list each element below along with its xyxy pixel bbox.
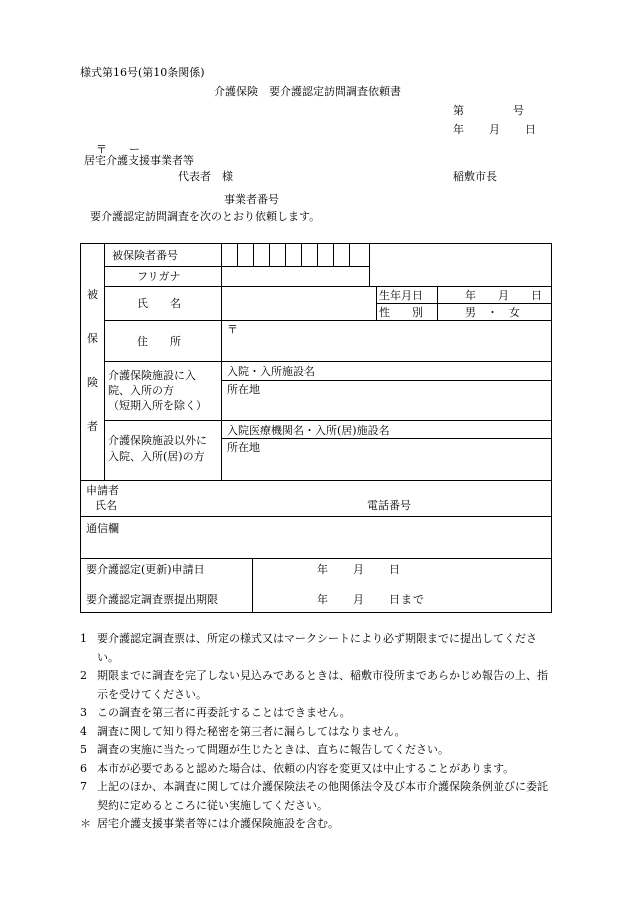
address-label: 住 所 xyxy=(137,335,181,348)
note-number: 7 xyxy=(80,780,87,793)
note-text: 調査の実施に当たって問題が生じたときは、直ちに報告してください。 xyxy=(97,743,449,756)
apply-date-label: 要介護認定(更新)申請日 xyxy=(86,563,205,576)
note-text: 上記のほか、本調査に関しては介護保険法その他関係法令及び本市介護保険条例並びに委託契約に定めるところに従い実施してください。 xyxy=(97,780,548,812)
recipient-company: 居宅介護支援事業者等 xyxy=(84,154,194,167)
side-label-2: 保 xyxy=(87,332,98,345)
intro-text: 要介護認定訪問調査を次のとおり依頼します。 xyxy=(90,210,321,223)
communication-label: 通信欄 xyxy=(86,522,119,535)
other-name-field: 入院医療機関名・入所(居)施設名 xyxy=(227,424,390,437)
other-location-field: 所在地 xyxy=(227,441,260,454)
deadline-value: 年 月 日まで xyxy=(317,593,425,606)
request-form xyxy=(80,243,552,613)
deadline-label: 要介護認定調査票提出期限 xyxy=(86,593,218,606)
side-label-1: 被 xyxy=(87,288,98,301)
facility-location-field: 所在地 xyxy=(227,383,260,396)
note-item xyxy=(80,630,555,667)
postal-mark: 〒 ー xyxy=(96,143,140,156)
form-number: 様式第16号(第10条関係) xyxy=(80,66,205,79)
note-text: 居宅介護支援事業者等には介護保険施設を含む。 xyxy=(97,817,339,830)
side-label-4: 者 xyxy=(87,420,98,433)
birth-label: 生年月日 xyxy=(379,289,423,302)
note-number: 2 xyxy=(80,669,87,682)
note-number: 4 xyxy=(80,724,87,738)
notes-list xyxy=(80,630,555,834)
note-text: 要介護認定調査票は、所定の様式又はマークシートにより必ず期限までに提出してください。 xyxy=(97,632,537,664)
note-number: 6 xyxy=(80,761,87,775)
document-date: 年 月 日 xyxy=(453,123,537,136)
note-number: 1 xyxy=(80,632,87,645)
applicant-name-label: 氏名 xyxy=(95,499,117,512)
other-label-line2: 入院、入所(居)の方 xyxy=(108,450,205,463)
apply-date-value: 年 月 日 xyxy=(317,563,401,576)
note-item xyxy=(80,815,555,834)
note-item xyxy=(80,760,555,779)
facility-label-line2: 院、入所の方 xyxy=(108,384,174,397)
note-item xyxy=(80,723,555,742)
birth-value: 年 月 日 xyxy=(465,289,542,302)
name-label: 氏 名 xyxy=(137,297,181,310)
recipient-representative: 代表者 様 xyxy=(178,170,233,183)
note-text: 本市が必要であると認めた場合は、依頼の内容を変更又は中止することがあります。 xyxy=(97,761,515,775)
sex-value: 男 ・ 女 xyxy=(465,306,520,319)
phone-label: 電話番号 xyxy=(367,499,411,512)
other-label-line1: 介護保険施設以外に xyxy=(108,434,207,447)
sex-label: 性 別 xyxy=(379,306,423,319)
facility-label-line3: （短期入所を除く） xyxy=(108,399,207,412)
insured-number-label: 被保険者番号 xyxy=(112,249,178,262)
note-item xyxy=(80,778,555,815)
business-number: 事業者番号 xyxy=(224,193,279,206)
facility-name-field: 入院・入所施設名 xyxy=(227,365,315,378)
sender-name: 稲敷市長 xyxy=(453,170,497,183)
page-title: 介護保険 要介護認定訪問調査依頼書 xyxy=(214,85,401,98)
note-text: この調査を第三者に再委託することはできません。 xyxy=(97,706,351,719)
applicant-label: 申請者 xyxy=(86,484,119,497)
note-number: ＊ xyxy=(80,817,91,830)
note-item xyxy=(80,704,555,723)
note-number: 5 xyxy=(80,743,87,756)
note-number: 3 xyxy=(80,706,87,719)
address-postal-mark: 〒 xyxy=(227,323,238,336)
document-number: 第 号 xyxy=(453,104,525,117)
note-item xyxy=(80,667,555,704)
note-text: 調査に関して知り得た秘密を第三者に漏らしてはなりません。 xyxy=(97,724,406,738)
furigana-label: フリガナ xyxy=(137,270,181,283)
facility-label-line1: 介護保険施設に入 xyxy=(108,369,196,382)
side-label-3: 険 xyxy=(87,376,98,389)
note-item xyxy=(80,741,555,760)
note-text: 期限までに調査を完了しない見込みであるときは、稲敷市役所まであらかじめ報告の上、指示を受けてください。 xyxy=(97,669,548,701)
